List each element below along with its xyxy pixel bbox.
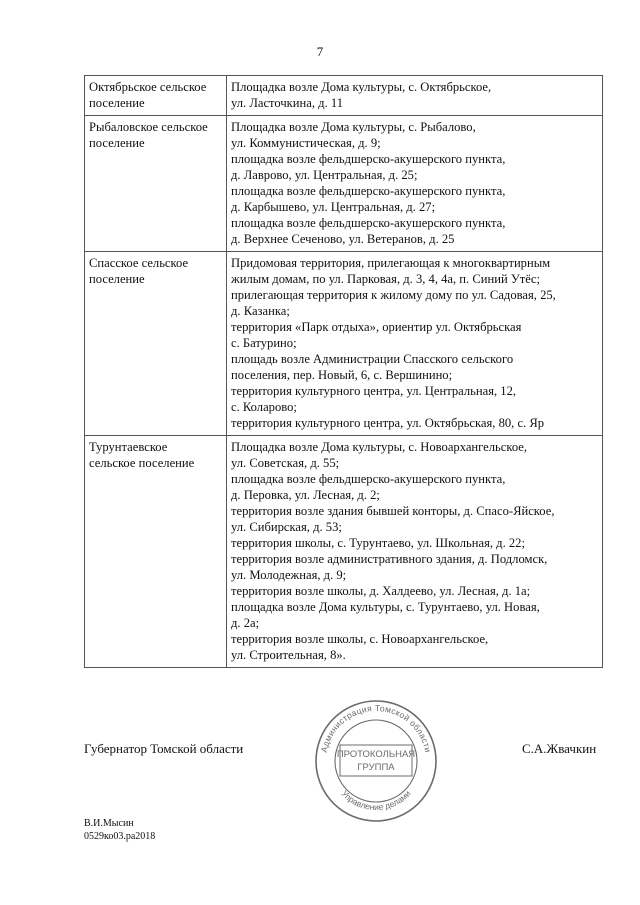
stamp-bottom-text: Управление делами (339, 788, 413, 813)
stamp-outer-text: Администрация Томской области (318, 702, 434, 754)
location-line: с. Коларово; (231, 400, 297, 414)
location-line: площадка возле Дома культуры, с. Турунтаево, ул. Новая, (231, 600, 540, 614)
location-line: ул. Сибирская, д. 53; (231, 520, 342, 534)
location-line: площадка возле фельдшерско-акушерского пункта, (231, 472, 506, 486)
settlement-name-cell (85, 252, 227, 436)
location-line: ул. Советская, д. 55; (231, 456, 340, 470)
settlement-name-line: поселение (89, 272, 145, 286)
settlement-name-line: Рыбаловское сельское (89, 120, 208, 134)
location-line: д. Карбышево, ул. Центральная, д. 27; (231, 200, 436, 214)
official-seal-stamp (313, 698, 439, 824)
location-line: д. Верхнее Сеченово, ул. Ветеранов, д. 25 (231, 232, 455, 246)
locations-cell (227, 116, 603, 252)
location-line: территория возле административного здания, д. Подломск, (231, 552, 548, 566)
location-line: ул. Ласточкина, д. 11 (231, 96, 344, 110)
location-line: территория культурного центра, ул. Октябрьская, 80, с. Яр (231, 416, 545, 430)
table-row (85, 252, 603, 436)
settlement-name-line: Спасское сельское (89, 256, 189, 270)
settlement-name-cell (85, 436, 227, 668)
location-line: Придомовая территория, прилегающая к многоквартирным (231, 256, 551, 270)
settlement-name-line: Турунтаевское (89, 440, 168, 454)
location-line: поселения, пер. Новый, 6, с. Вершинино; (231, 368, 453, 382)
settlements-table (84, 75, 603, 668)
location-line: д. Лаврово, ул. Центральная, д. 25; (231, 168, 418, 182)
footer-author: В.И.Мысин (84, 818, 134, 829)
location-line: территория возле школы, д. Халдеево, ул. Лесная, д. 1а; (231, 584, 531, 598)
signatory-position: Губернатор Томской области (84, 741, 244, 756)
location-line: территория «Парк отдыха», ориентир ул. Октябрьская (231, 320, 522, 334)
stamp-center-line-1: ПРОТОКОЛЬНАЯ (336, 749, 416, 760)
location-line: ул. Молодежная, д. 9; (231, 568, 347, 582)
settlement-name-line: поселение (89, 96, 145, 110)
location-line: с. Батурино; (231, 336, 297, 350)
signatory-name: С.А.Жвачкин (522, 741, 597, 756)
location-line: площадка возле фельдшерско-акушерского пункта, (231, 152, 506, 166)
table-row (85, 116, 603, 252)
location-line: Площадка возле Дома культуры, с. Октябрьское, (231, 80, 492, 94)
location-line: прилегающая территория к жилому дому по ул. Садовая, 25, (231, 288, 556, 302)
location-line: жилым домам, по ул. Парковая, д. 3, 4, 4а, п. Синий Утёс; (231, 272, 540, 286)
location-line: площадка возле фельдшерско-акушерского пункта, (231, 216, 506, 230)
location-line: д. Перовка, ул. Лесная, д. 2; (231, 488, 380, 502)
footer-doc-code: 0529ко03.ра2018 (84, 831, 156, 842)
locations-cell (227, 436, 603, 668)
settlement-name-cell (85, 76, 227, 116)
location-line: площадка возле фельдшерско-акушерского пункта, (231, 184, 506, 198)
location-line: д. 2а; (231, 616, 260, 630)
location-line: д. Казанка; (231, 304, 290, 318)
table-row (85, 436, 603, 668)
location-line: территория школы, с. Турунтаево, ул. Школьная, д. 22; (231, 536, 525, 550)
location-line: территория возле школы, с. Новоархангельское, (231, 632, 489, 646)
location-line: площадь возле Администрации Спасского сельского (231, 352, 514, 366)
location-line: Площадка возле Дома культуры, с. Рыбалово, (231, 120, 476, 134)
locations-cell (227, 252, 603, 436)
stamp-center-line-2: ГРУППА (357, 762, 395, 773)
settlement-name-line: поселение (89, 136, 145, 150)
page-number: 7 (316, 44, 324, 59)
location-line: ул. Коммунистическая, д. 9; (231, 136, 381, 150)
table-row (85, 76, 603, 116)
location-line: территория возле здания бывшей конторы, д. Спасо-Яйское, (231, 504, 555, 518)
location-line: ул. Строительная, 8». (231, 648, 346, 662)
settlement-name-line: сельское поселение (89, 456, 195, 470)
location-line: территория культурного центра, ул. Центральная, 12, (231, 384, 517, 398)
settlement-name-line: Октябрьское сельское (89, 80, 207, 94)
settlement-name-cell (85, 116, 227, 252)
locations-cell (227, 76, 603, 116)
location-line: Площадка возле Дома культуры, с. Новоархангельское, (231, 440, 528, 454)
